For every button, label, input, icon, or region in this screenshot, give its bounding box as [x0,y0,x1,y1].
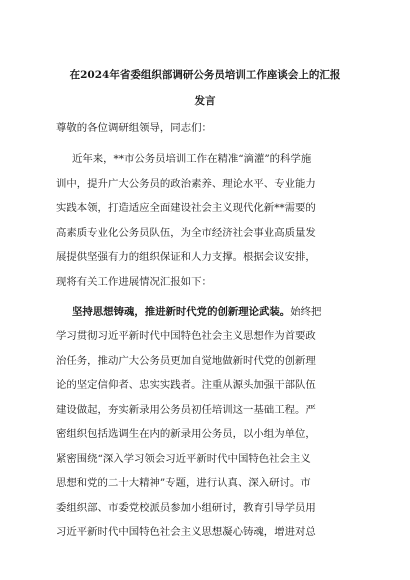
section-1-line-9: 习近平新时代中国特色社会主义思想凝心铸魂，增进对总 [56,526,316,538]
intro-line-4: 高素质专业化公务员队伍，为全市经济社会事业高质量发 [56,227,316,239]
intro-line-5: 展提供坚强有力的组织保证和人力支撑。根据会议安排， [56,251,316,263]
document-title-line-1: 在2024年省委组织部调研公务员培训工作座谈会上的汇报 [69,69,341,81]
intro-line-1: 近年来，**市公务员培训工作在精准“滴灌”的科学施 [72,153,312,165]
document-title-line-2: 发言 [194,95,216,107]
intro-line-6: 现将有关工作进展情况汇报如下： [56,276,212,288]
section-1-heading-tail: 始终把 [290,306,322,318]
section-1-line-2: 治任务，推动广大公务员更加自觉地做新时代党的创新理 [56,355,316,367]
section-1-first-line [72,304,354,320]
intro-line-2: 训中，提升广大公务员的政治素养、理论水平、专业能力 [56,178,316,190]
section-1-line-3: 论的坚定信仰者、忠实实践者。注重从源头加强干部队伍 [56,379,316,391]
section-1-line-8: 委组织部、市委党校派员参加小组研讨，教育引导学员用 [56,502,316,514]
section-1-line-5: 密组织包括选调生在内的新录用公务员，以小组为单位， [56,428,316,440]
salutation: 尊敬的各位调研组领导，同志们： [56,122,212,134]
section-1-line-6: 紧密围绕“深入学习领会习近平新时代中国特色社会主义 [56,453,311,465]
section-1-line-7: 思想和党的二十大精神”专题，进行认真、深入研讨。市 [56,477,311,489]
section-1-line-1: 学习贯彻习近平新时代中国特色社会主义思想作为首要政 [56,330,316,342]
section-1-line-4: 建设做起，夯实新录用公务员初任培训这一基础工程。严 [56,404,316,416]
section-1-heading: 坚持思想铸魂，推进新时代党的创新理论武装。 [72,306,291,318]
intro-line-3: 实践本领，打造适应全面建设社会主义现代化新**需要的 [56,202,316,214]
